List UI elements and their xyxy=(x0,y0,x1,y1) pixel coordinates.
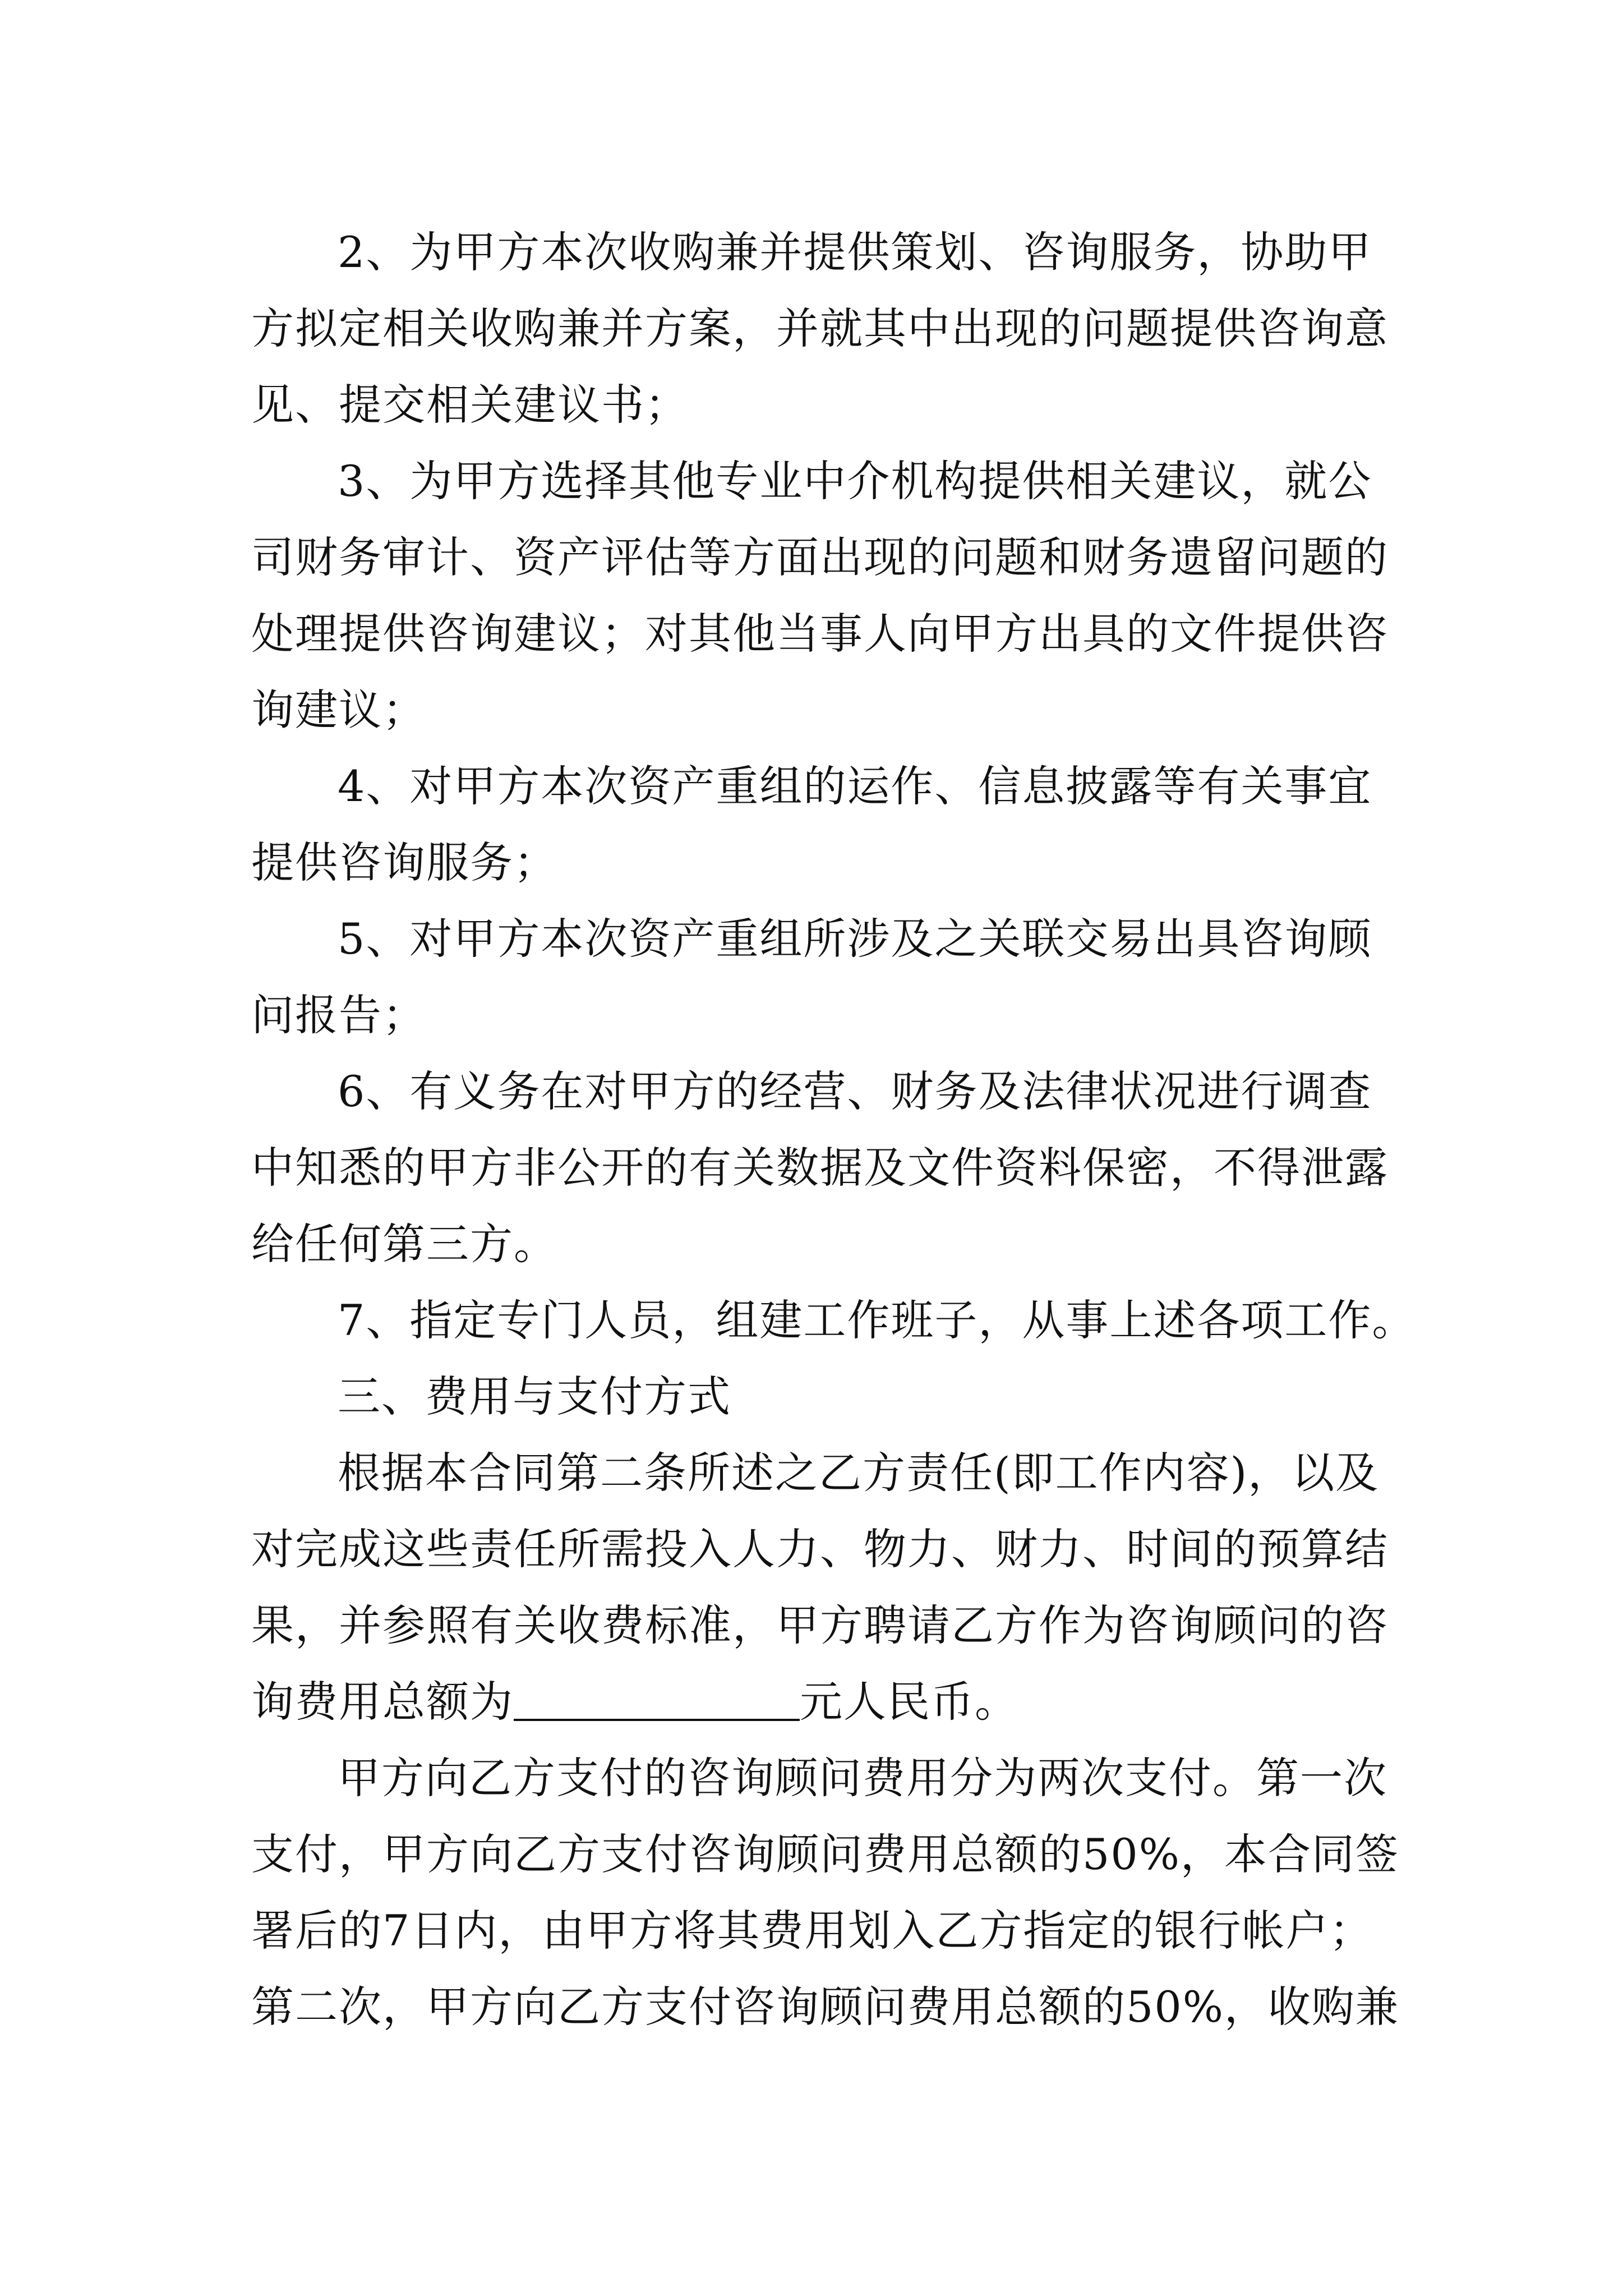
paragraph-5-line-2: 问报告； xyxy=(251,990,426,1040)
paragraph-2-line-3: 见、提交相关建议书； xyxy=(251,380,689,430)
paragraph-4-line-2: 提供咨询服务； xyxy=(251,838,557,887)
paragraph-3-line-1: 3、为甲方选择其他专业中介机构提供相关建议，就公 xyxy=(338,456,1372,506)
paragraph-2-line-2: 方拟定相关收购兼并方案，并就其中出现的问题提供咨询意 xyxy=(251,303,1389,353)
payment-paragraph-line-3: 署后的7日内，由甲方将其费用划入乙方指定的银行帐户； xyxy=(251,1906,1373,1955)
paragraph-2-line-1: 2、为甲方本次收购兼并提供策划、咨询服务，协助甲 xyxy=(338,227,1372,277)
paragraph-6-line-3: 给任何第三方。 xyxy=(251,1219,557,1269)
paragraph-5-line-1: 5、对甲方本次资产重组所涉及之关联交易出具咨询顾 xyxy=(338,914,1372,964)
paragraph-6-line-1: 6、有义务在对甲方的经营、财务及法律状况进行调查 xyxy=(338,1066,1372,1116)
fee-text-after-blank: 元人民币。 xyxy=(800,1677,1018,1727)
paragraph-4-line-1: 4、对甲方本次资产重组的运作、信息披露等有关事宜 xyxy=(338,761,1372,811)
fee-paragraph-line-2: 对完成这些责任所需投入人力、物力、财力、时间的预算结 xyxy=(251,1524,1389,1574)
fee-paragraph-line-3: 果，并参照有关收费标准，甲方聘请乙方作为咨询顾问的咨 xyxy=(251,1600,1389,1650)
paragraph-3-line-2: 司财务审计、资产评估等方面出现的问题和财务遗留问题的 xyxy=(251,532,1389,582)
paragraph-6-line-2: 中知悉的甲方非公开的有关数据及文件资料保密，不得泄露 xyxy=(251,1143,1389,1193)
paragraph-3-line-4: 询建议； xyxy=(251,685,426,735)
fee-paragraph-line-1: 根据本合同第二条所述之乙方责任(即工作内容)，以及 xyxy=(338,1448,1380,1498)
fee-amount-blank xyxy=(514,1676,800,1721)
payment-paragraph-line-4: 第二次，甲方向乙方支付咨询顾问费用总额的50%，收购兼 xyxy=(251,1982,1399,2032)
document-body xyxy=(251,214,1416,2045)
payment-paragraph-line-2: 支付，甲方向乙方支付咨询顾问费用总额的50%，本合同签 xyxy=(251,1829,1399,1879)
paragraph-3-line-3: 处理提供咨询建议；对其他当事人向甲方出具的文件提供咨 xyxy=(251,609,1389,659)
fee-text-before-blank: 询费用总额为 xyxy=(251,1677,514,1727)
payment-paragraph-line-1: 甲方向乙方支付的咨询顾问费用分为两次支付。第一次 xyxy=(338,1753,1387,1803)
paragraph-7-line-1: 7、指定专门人员，组建工作班子，从事上述各项工作。 xyxy=(338,1295,1416,1345)
section-3-heading: 三、费用与支付方式 xyxy=(338,1372,731,1421)
fee-paragraph-line-4 xyxy=(251,1664,1390,1740)
